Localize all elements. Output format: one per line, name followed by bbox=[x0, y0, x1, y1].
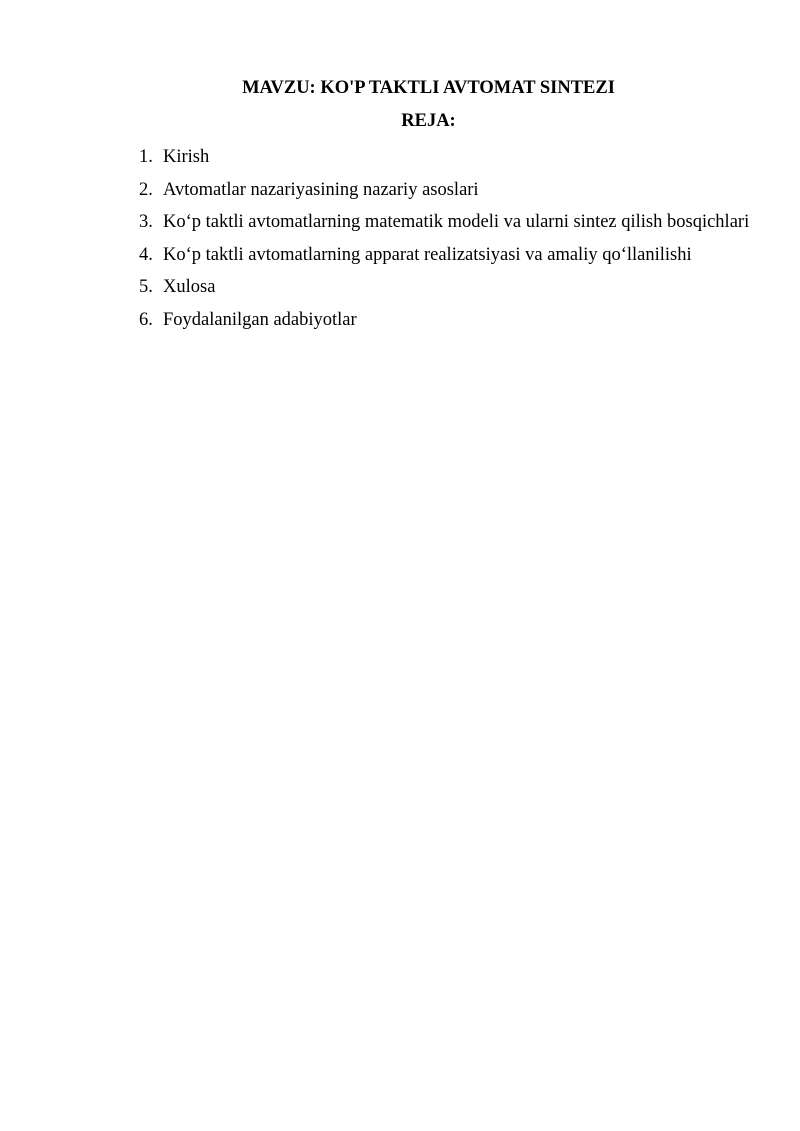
plan-item-number: 1. bbox=[139, 147, 153, 167]
plan-item bbox=[139, 206, 759, 239]
plan-item-text: Avtomatlar nazariyasining nazariy asoslari bbox=[163, 179, 479, 200]
plan-item-number: 5. bbox=[139, 277, 153, 297]
document-title: MAVZU: KO'P TAKTLI AVTOMAT SINTEZI bbox=[242, 78, 615, 98]
plan-item bbox=[139, 141, 759, 174]
plan-item bbox=[139, 271, 759, 304]
plan-item bbox=[139, 304, 759, 337]
plan-item-text: Ko‘p taktli avtomatlarning apparat realizatsiyasi va amaliy qo‘llanilishi bbox=[163, 244, 692, 265]
plan-list bbox=[139, 141, 759, 336]
plan-item bbox=[139, 174, 759, 207]
plan-item-text: Ko‘p taktli avtomatlarning matematik modeli va ularni sintez qilish bosqichlari bbox=[163, 212, 750, 232]
plan-item-text: Foydalanilgan adabiyotlar bbox=[163, 309, 357, 330]
plan-item-number: 4. bbox=[139, 244, 153, 265]
plan-item-number: 6. bbox=[139, 309, 153, 330]
plan-item-text: Kirish bbox=[163, 147, 210, 167]
plan-item-number: 2. bbox=[139, 179, 153, 200]
plan-item-text: Xulosa bbox=[163, 277, 216, 297]
plan-item bbox=[139, 239, 759, 272]
plan-heading: REJA: bbox=[401, 111, 456, 131]
plan-item-number: 3. bbox=[139, 212, 153, 232]
